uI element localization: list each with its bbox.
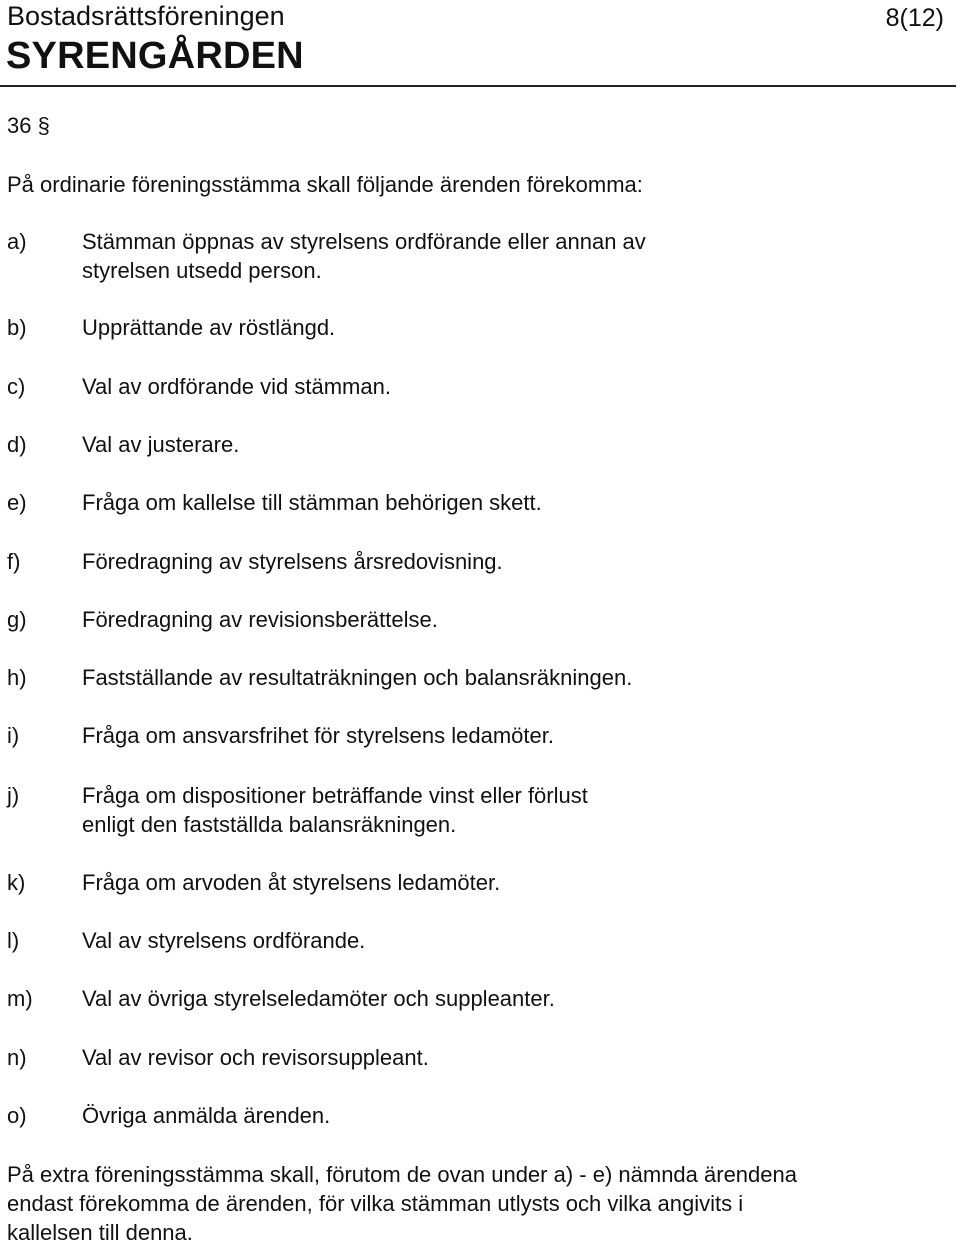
agenda-item-text [82, 430, 822, 459]
agenda-item-text [82, 1101, 822, 1130]
agenda-item-letter: a) [7, 229, 27, 254]
agenda-item-letter: k) [7, 870, 26, 895]
agenda-item-line: styrelsen utsedd person. [82, 258, 322, 283]
agenda-item-text [82, 781, 822, 839]
agenda-item-letter: f) [7, 549, 21, 574]
agenda-item-letter: h) [7, 665, 27, 690]
agenda-item-text [82, 1043, 822, 1072]
agenda-item-letter: m) [7, 986, 33, 1011]
agenda-item-text [82, 547, 822, 576]
organization-name: Bostadsrättsföreningen [7, 1, 285, 31]
section-intro: På ordinarie föreningsstämma skall följande ärenden förekomma: [7, 172, 643, 197]
agenda-item-letter: b) [7, 315, 27, 340]
closing-line: endast förekomma de ärenden, för vilka stämman utlysts och vilka angivits i [7, 1191, 744, 1216]
agenda-item-line: Fråga om dispositioner beträffande vinst eller förlust [82, 783, 588, 808]
agenda-item-text [82, 372, 822, 401]
agenda-item-letter: j) [7, 783, 20, 808]
agenda-item-text [82, 984, 822, 1013]
closing-line: kallelsen till denna. [7, 1220, 193, 1245]
agenda-item-text [82, 605, 822, 634]
page-number: 8(12) [885, 4, 944, 32]
agenda-item-letter: d) [7, 432, 27, 457]
agenda-item-line: Fråga om ansvarsfrihet för styrelsens ledamöter. [82, 723, 554, 748]
agenda-item-line: Föredragning av styrelsens årsredovisning. [82, 549, 503, 574]
agenda-item-letter: l) [7, 928, 20, 953]
agenda-item-line: Stämman öppnas av styrelsens ordförande eller annan av [82, 229, 646, 254]
agenda-item-text [82, 721, 822, 750]
agenda-item-line: Fråga om arvoden åt styrelsens ledamöter. [82, 870, 501, 895]
agenda-item-text [82, 488, 822, 517]
header-divider [0, 85, 956, 87]
closing-paragraph [7, 1160, 937, 1247]
agenda-item-line: Övriga anmälda ärenden. [82, 1103, 331, 1128]
section-heading: 36 § [7, 113, 50, 138]
agenda-item-letter: g) [7, 607, 27, 632]
agenda-item-text [82, 926, 822, 955]
closing-line: På extra föreningsstämma skall, förutom de ovan under a) - e) nämnda ärendena [7, 1162, 797, 1187]
agenda-item-letter: i) [7, 723, 20, 748]
agenda-item-line: Val av justerare. [82, 432, 240, 457]
agenda-item-text [82, 313, 822, 342]
agenda-item-line: Val av övriga styrelseledamöter och suppleanter. [82, 986, 555, 1011]
agenda-item-line: Upprättande av röstlängd. [82, 315, 336, 340]
agenda-item-text [82, 227, 822, 285]
agenda-item-letter: c) [7, 374, 26, 399]
agenda-item-line: Fråga om kallelse till stämman behörigen skett. [82, 490, 542, 515]
agenda-item-text [82, 868, 822, 897]
association-title: SYRENGÅRDEN [6, 35, 304, 77]
agenda-item-line: Val av styrelsens ordförande. [82, 928, 366, 953]
agenda-item-line: Val av revisor och revisorsuppleant. [82, 1045, 429, 1070]
agenda-item-letter: e) [7, 490, 27, 515]
agenda-item-line: enligt den fastställda balansräkningen. [82, 812, 457, 837]
agenda-item-line: Val av ordförande vid stämman. [82, 374, 391, 399]
agenda-item-text [82, 663, 822, 692]
agenda-item-line: Fastställande av resultaträkningen och balansräkningen. [82, 665, 633, 690]
agenda-item-line: Föredragning av revisionsberättelse. [82, 607, 438, 632]
agenda-item-letter: o) [7, 1103, 27, 1128]
agenda-item-letter: n) [7, 1045, 27, 1070]
